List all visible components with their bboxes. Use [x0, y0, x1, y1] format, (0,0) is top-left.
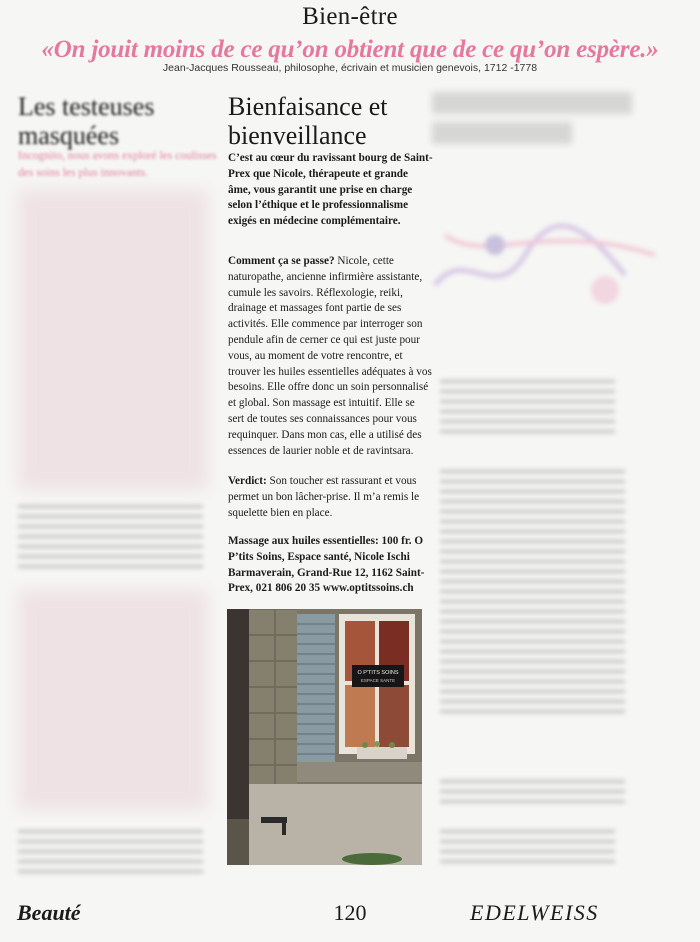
footer-section-name: Beauté	[17, 900, 81, 925]
right-column-title	[432, 92, 662, 144]
sign-line-1: O P'TITS SOINS	[357, 670, 399, 676]
article-title: Bienfaisance et bienveillance	[228, 92, 388, 150]
section-title: Bien-être	[302, 3, 398, 30]
verdict-label: Verdict:	[228, 475, 267, 487]
magazine-logo: EDELWEISS	[470, 900, 599, 925]
paragraph-1-label: Comment ça se passe?	[228, 255, 335, 267]
storefront-photo	[227, 609, 422, 865]
practical-info: Massage aux huiles essentielles: 100 fr. O P’tits Soins, Espace santé, Nicole Ischi Barmaverain, Grand-Rue 12, 1162 Saint-Prex, 021 806 20 35 www.optitssoins.ch	[228, 535, 425, 595]
paragraph-1-text: Nicole, cette naturopathe, ancienne infirmière assistante, cumule les savoirs. Réflexologie, reiki, drainage et massages font partie de ses activités. Elle commence par interroger son pendule afin de cerner ce qui est juste pour vous, au moment de votre rencontre, et trouver les huiles essentielles adéquates à vos besoins. Elle offre donc un soin personnalisé et global. Son massage est intuitif. Elle se sert de toutes ses connaissances pour vous requinquer. Dans mon cas, elle a utilisé des essences de laurier noble et de ravintsara.	[228, 255, 432, 457]
sign-line-2: ESPACE SANTE	[360, 678, 396, 683]
article-lead: C’est au cœur du ravissant bourg de Saint-Prex que Nicole, thérapeute et grande âme, vous garantit une prise en charge selon l’éthique et le professionnalisme exigés en médecine complémentaire.	[228, 152, 433, 228]
page-number: 120	[333, 900, 367, 925]
pull-quote: «On jouit moins de ce qu’on obtient que de ce qu’on espère.»	[41, 36, 659, 63]
left-column-title: Les testeuses masquées	[18, 92, 155, 150]
verdict-text: Son toucher est rassurant et vous permet un bon lâcher-prise. Il m’a remis le squelette bien en place.	[228, 475, 420, 519]
left-column-intro: Incognito, nous avons exploré les coulisses des soins les plus innovants.	[18, 150, 217, 179]
quote-attribution: Jean-Jacques Rousseau, philosophe, écrivain et musicien genevois, 1712 -1778	[162, 62, 538, 74]
article-paragraph-2	[228, 474, 433, 521]
right-column-illustration	[425, 215, 665, 315]
article-paragraph-1	[228, 254, 433, 459]
